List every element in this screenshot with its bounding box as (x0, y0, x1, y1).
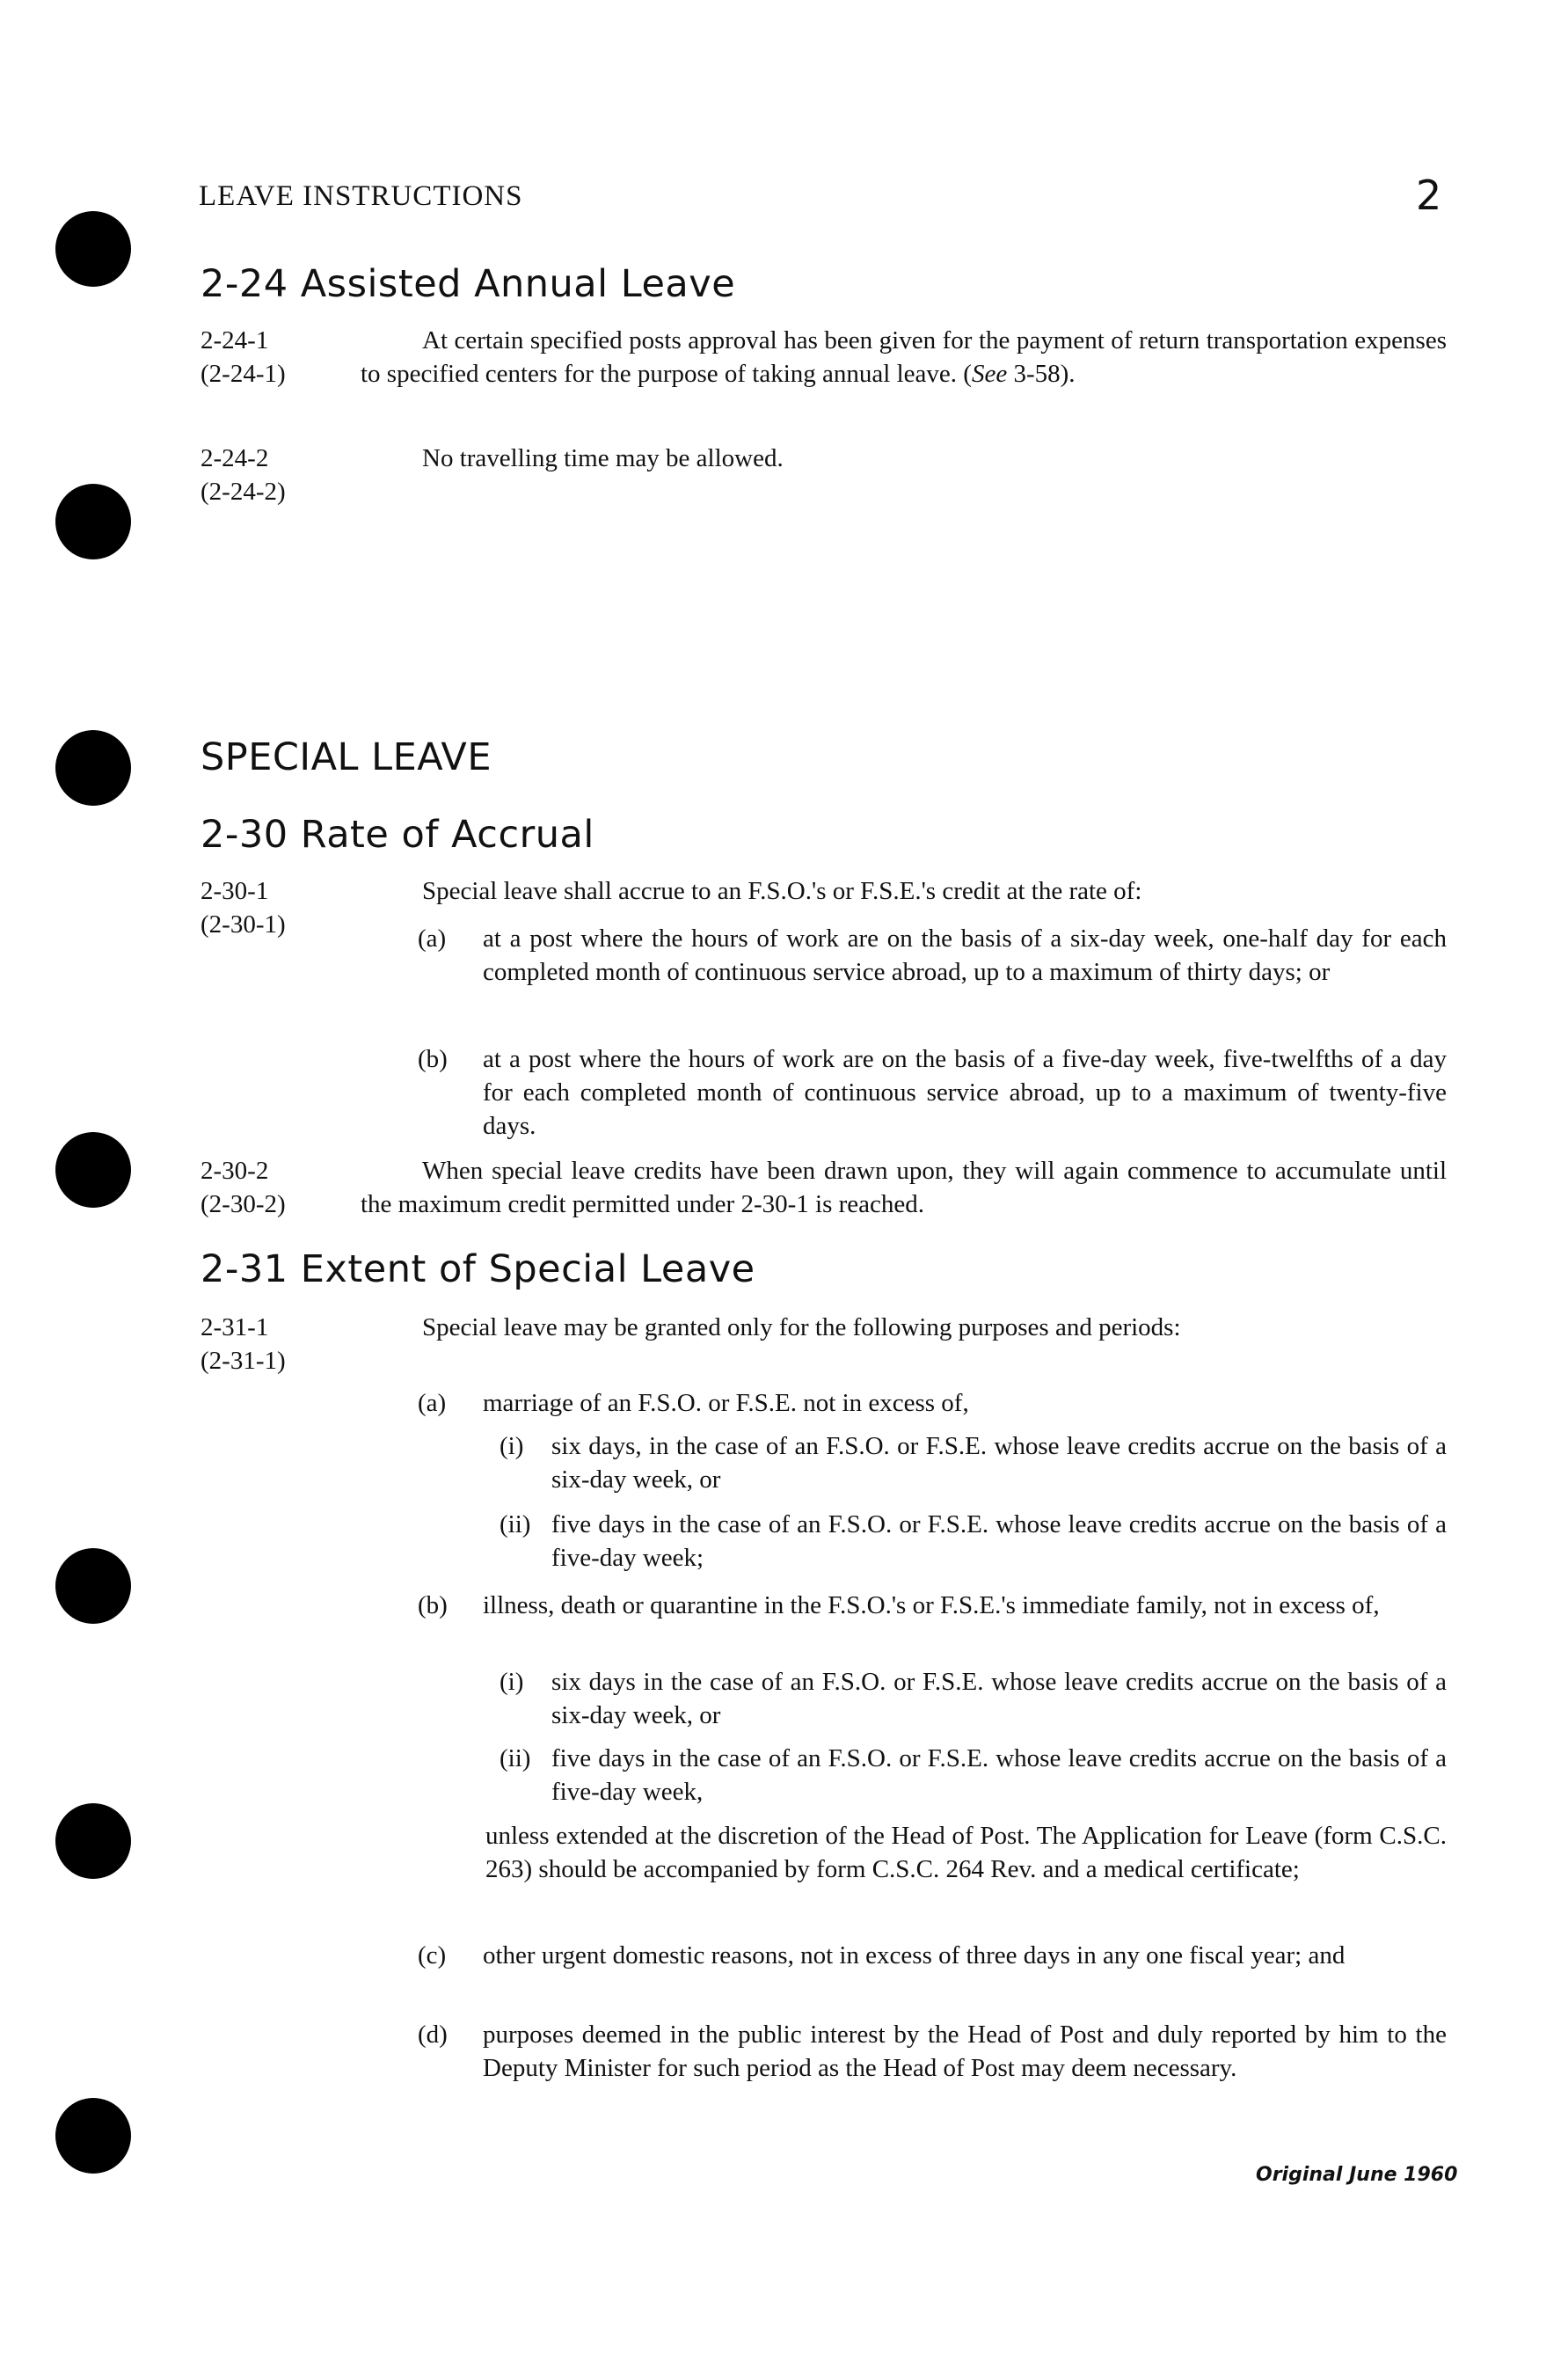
list-item (418, 1589, 1447, 1622)
list-item (418, 1939, 1447, 1972)
paragraph-number (201, 874, 350, 941)
binder-hole (55, 211, 131, 287)
item-label: (c) (418, 1941, 447, 1969)
item-text: illness, death or quarantine in the F.S.O.'s or F.S.E.'s immediate family, not in excess of, (483, 1591, 1380, 1619)
paragraph-number (201, 1311, 350, 1378)
binder-hole (55, 1548, 131, 1624)
paragraph-text: Special leave may be granted only for the following purposes and periods: (422, 1313, 1181, 1341)
sub-item-label: (ii) (500, 1744, 531, 1772)
sub-item-label: (ii) (500, 1510, 531, 1538)
paragraph-old-id: (2-31-1) (201, 1347, 286, 1375)
paragraph-id: 2-24-1 (201, 326, 269, 354)
sub-item-text: five days in the case of an F.S.O. or F.S.E. whose leave credits accrue on the basis of a five-day week, (551, 1744, 1447, 1806)
paragraph-text: When special leave credits have been drawn upon, they will again commence to accumulate until the maximum credit permitted under 2-30-1 is reached. (361, 1157, 1447, 1218)
paragraph-2-24-2 (361, 442, 1447, 475)
sub-item-text: five days in the case of an F.S.O. or F.S.E. whose leave credits accrue on the basis of a five-day week; (551, 1510, 1447, 1572)
paragraph-id: 2-30-2 (201, 1157, 269, 1185)
item-text: at a post where the hours of work are on the basis of a six-day week, one-half day for each completed month of continuous service abroad, up to a maximum of thirty days; or (483, 924, 1447, 986)
chapter-number: 2 (1416, 172, 1442, 219)
item-text: purposes deemed in the public interest by the Head of Post and duly reported by him to the Deputy Minister for such period as the Head of Post may deem necessary. (483, 2021, 1447, 2082)
paragraph-text: No travelling time may be allowed. (422, 444, 784, 472)
list-item (418, 922, 1447, 989)
sub-item (500, 1742, 1447, 1809)
paragraph-2-30-2 (361, 1154, 1447, 1221)
section-title-2-30: 2-30 Rate of Accrual (201, 813, 594, 857)
paragraph-id: 2-24-2 (201, 444, 269, 472)
sub-item-text: six days in the case of an F.S.O. or F.S.E. whose leave credits accrue on the basis of a six-day week, or (551, 1668, 1447, 1729)
paragraph-text: Special leave shall accrue to an F.S.O.'s or F.S.E.'s credit at the rate of: (422, 877, 1142, 905)
item-text: other urgent domestic reasons, not in excess of three days in any one fiscal year; and (483, 1941, 1346, 1969)
binder-hole (55, 1803, 131, 1879)
sub-item-label: (i) (500, 1668, 524, 1696)
list-item (418, 2018, 1447, 2085)
item-text: marriage of an F.S.O. or F.S.E. not in excess of, (483, 1389, 969, 1417)
paragraph-old-id: (2-30-1) (201, 910, 286, 939)
paragraph-text: At certain specified posts approval has been given for the payment of return transportation expenses to specified centers for the purpose of taking annual leave. (361, 326, 1447, 388)
item-label: (a) (418, 1389, 447, 1417)
item-label: (a) (418, 924, 447, 953)
section-title-2-24: 2-24 Assisted Annual Leave (201, 262, 736, 306)
paragraph-id: 2-31-1 (201, 1313, 269, 1341)
paragraph-old-id: (2-24-2) (201, 478, 286, 506)
see-word: See (971, 360, 1008, 388)
binder-hole (55, 2098, 131, 2174)
continuation-text: unless extended at the discretion of the Head of Post. The Application for Leave (form C.S.C. 263) should be accompanied by form C.S.C. 264 Rev. and a medical certificate; (485, 1822, 1447, 1883)
running-header: LEAVE INSTRUCTIONS (199, 180, 523, 212)
item-label: (d) (418, 2021, 448, 2049)
paragraph-2-30-1 (361, 874, 1447, 908)
item-label: (b) (418, 1591, 448, 1619)
list-item (418, 1042, 1447, 1143)
sub-item (500, 1429, 1447, 1496)
item-label: (b) (418, 1045, 448, 1073)
item-text: at a post where the hours of work are on the basis of a five-day week, five-twelfths of a day for each completed month of continuous service abroad, up to a maximum of twenty-five days. (483, 1045, 1447, 1140)
paragraph-number (201, 442, 350, 508)
paragraph-number (201, 324, 350, 391)
footer-edition: Original June 1960 (1256, 2164, 1458, 2186)
paragraph-2-31-1 (361, 1311, 1447, 1344)
sub-item (500, 1508, 1447, 1575)
binder-hole (55, 484, 131, 559)
see-reference: 3-58). (1013, 360, 1076, 388)
binder-hole (55, 1132, 131, 1208)
sub-item-text: six days, in the case of an F.S.O. or F.S.E. whose leave credits accrue on the basis of a six-day week, or (551, 1432, 1447, 1494)
section-title-2-31: 2-31 Extent of Special Leave (201, 1247, 755, 1291)
binder-hole (55, 730, 131, 806)
paragraph-id: 2-30-1 (201, 877, 269, 905)
sub-item-label: (i) (500, 1432, 524, 1460)
paragraph-2-24-1: At certain specified posts approval has been given for the payment of return transportation expenses to specified centers for the purpose of taking annual leave. (See 3-58). (361, 326, 1447, 388)
sub-item (500, 1665, 1447, 1732)
paragraph-old-id: (2-30-2) (201, 1190, 286, 1218)
list-item (418, 1386, 1447, 1420)
part-heading: SPECIAL LEAVE (201, 735, 492, 779)
paragraph-number (201, 1154, 350, 1221)
paragraph-old-id: (2-24-1) (201, 360, 286, 388)
